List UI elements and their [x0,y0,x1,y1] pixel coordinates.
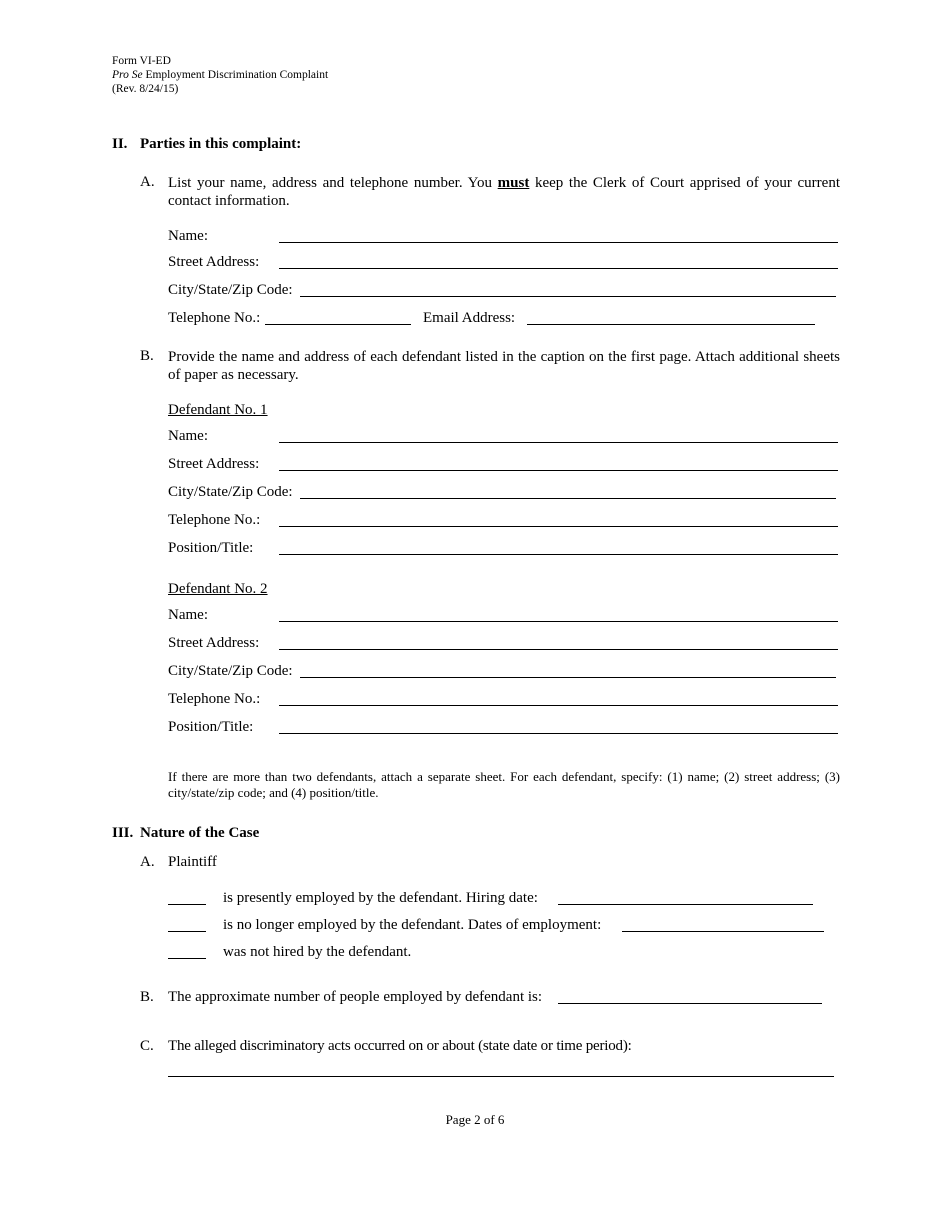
option-no-longer-employed-text: is no longer employed by the defendant. Dates of employment: [223,917,602,933]
item-2a-letter: A. [140,174,155,190]
plaintiff-name-label: Name: [168,228,208,244]
plaintiff-phone-label: Telephone No.: [168,310,261,326]
item-2a-text-must: must [497,175,530,191]
option-not-hired-check[interactable] [168,958,206,959]
defendant-2-city-label: City/State/Zip Code: [168,663,293,679]
defendant-2-position-field[interactable] [279,733,838,734]
defendant-1-street-label: Street Address: [168,456,260,472]
defendant-1-phone-field[interactable] [279,526,838,527]
option-presently-employed-check[interactable] [168,904,206,905]
plaintiff-city-field[interactable] [300,296,836,297]
item-3c-text: The alleged discriminatory acts occurred on or about (state date or time period): [168,1038,632,1054]
form-subtitle [112,68,328,82]
section-2-number: II. [112,136,128,152]
plaintiff-street-label: Street Address: [168,254,260,270]
additional-defendants-note: If there are more than two defendants, attach a separate sheet. For each defendant, specify: (1) name; (2) street address; (3) city/state/zip code; and (4) position/title. [168,769,840,800]
item-2a-text-before: List your name, address and telephone number. You [168,175,498,191]
plaintiff-email-field[interactable] [527,324,815,325]
form-revision: (Rev. 8/24/15) [112,83,179,95]
page-number: Page 2 of 6 [445,1112,505,1127]
item-3b-letter: B. [140,989,154,1005]
defendant-1-heading: Defendant No. 1 [168,402,268,418]
plaintiff-city-label: City/State/Zip Code: [168,282,293,298]
item-2b-letter: B. [140,348,154,364]
plaintiff-phone-field[interactable] [265,324,411,325]
item-3b-text: The approximate number of people employed by defendant is: [168,989,543,1005]
defendant-1-street-field[interactable] [279,470,838,471]
form-subtitle-italic: Pro Se [112,69,143,81]
dates-of-employment-field[interactable] [622,931,824,932]
defendant-2-street-field[interactable] [279,649,838,650]
plaintiff-email-label: Email Address: [423,310,516,326]
item-2a-text-after: keep the Clerk of Court apprised of your current contact information. [168,175,840,209]
option-presently-employed-text: is presently employed by the defendant. Hiring date: [223,890,538,906]
defendant-2-heading: Defendant No. 2 [168,581,268,597]
item-2a-text [168,174,840,210]
item-3a-label: Plaintiff [168,854,217,870]
defendant-2-name-label: Name: [168,607,208,623]
defendant-2-position-label: Position/Title: [168,719,254,735]
defendant-1-position-label: Position/Title: [168,540,254,556]
section-2-title: Parties in this complaint: [140,136,302,152]
item-3c-letter: C. [140,1038,154,1054]
plaintiff-street-field[interactable] [279,268,838,269]
defendant-1-name-field[interactable] [279,442,838,443]
defendant-1-position-field[interactable] [279,554,838,555]
defendant-2-phone-label: Telephone No.: [168,691,261,707]
defendant-1-name-label: Name: [168,428,208,444]
defendant-2-city-field[interactable] [300,677,836,678]
section-3-title: Nature of the Case [140,825,260,841]
employee-count-field[interactable] [558,1003,822,1004]
plaintiff-name-field[interactable] [279,242,838,243]
hiring-date-field[interactable] [558,904,813,905]
defendant-1-phone-label: Telephone No.: [168,512,261,528]
form-id: Form VI-ED [112,55,171,67]
defendant-1-city-label: City/State/Zip Code: [168,484,293,500]
item-2b-text: Provide the name and address of each defendant listed in the caption on the first page. Attach additional sheets of paper as necessary. [168,349,840,383]
section-3-number: III. [112,825,134,841]
form-subtitle-rest: Employment Discrimination Complaint [142,69,329,81]
option-no-longer-employed-check[interactable] [168,931,206,932]
option-not-hired-text: was not hired by the defendant. [223,944,412,960]
defendant-1-city-field[interactable] [300,498,836,499]
defendant-2-street-label: Street Address: [168,635,260,651]
defendant-2-phone-field[interactable] [279,705,838,706]
defendant-2-name-field[interactable] [279,621,838,622]
item-3a-letter: A. [140,854,155,870]
discriminatory-acts-date-field[interactable] [168,1076,834,1077]
